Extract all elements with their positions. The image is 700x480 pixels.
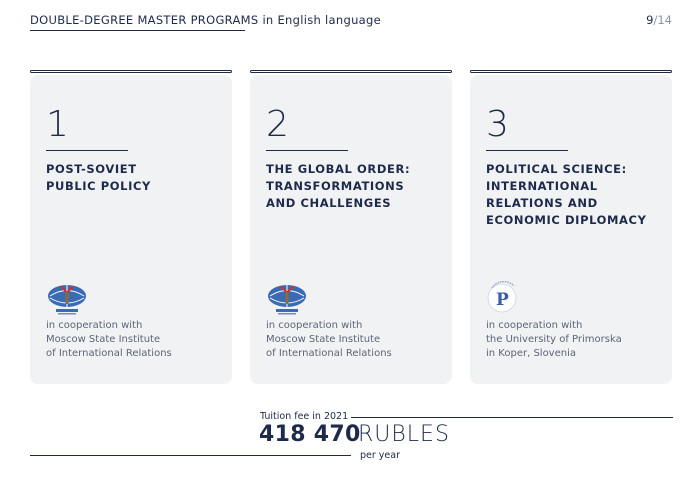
page-title <box>30 13 381 27</box>
program-number: 3 <box>486 104 509 145</box>
program-card-1 <box>30 75 232 384</box>
number-underline <box>266 150 348 151</box>
program-number: 1 <box>46 104 69 145</box>
program-card-3 <box>470 75 672 384</box>
cooperation-text: in cooperation with Moscow State Institute of International Relations <box>46 320 172 359</box>
svg-text:P: P <box>496 290 509 310</box>
fee-period: per year <box>360 450 400 461</box>
number-underline <box>46 150 128 151</box>
mgimo-logo-icon <box>266 280 308 316</box>
number-underline <box>486 150 568 151</box>
program-title: THE GLOBAL ORDER: TRANSFORMATIONS AND CHALLENGES <box>266 162 411 210</box>
page-title-sub: in English language <box>258 13 382 27</box>
fee-divider-bottom <box>30 455 351 456</box>
page-total: /14 <box>653 13 672 27</box>
mgimo-logo-icon <box>46 280 88 316</box>
card-top-bar <box>250 70 452 73</box>
cooperation-text: in cooperation with the University of Primorska in Koper, Slovenia <box>486 320 622 359</box>
fee-currency: RUBLES <box>358 422 450 447</box>
page-current: 9 <box>646 13 654 27</box>
page-number <box>646 13 672 27</box>
program-title: POLITICAL SCIENCE: INTERNATIONAL RELATIONS AND ECONOMIC DIPLOMACY <box>486 162 647 227</box>
fee-label: Tuition fee in 2021 <box>260 411 349 422</box>
cooperation-text: in cooperation with Moscow State Institute of International Relations <box>266 320 392 359</box>
program-title: POST-SOVIET PUBLIC POLICY <box>46 162 151 193</box>
fee-divider-top <box>351 417 673 418</box>
fee-amount: 418 470 <box>259 422 361 447</box>
program-number: 2 <box>266 104 289 145</box>
title-underline <box>30 30 245 31</box>
card-top-bar <box>470 70 672 73</box>
page-title-main: DOUBLE-DEGREE MASTER PROGRAMS <box>30 13 259 27</box>
card-top-bar <box>30 70 232 73</box>
primorska-logo-icon <box>486 280 528 316</box>
program-card-2 <box>250 75 452 384</box>
